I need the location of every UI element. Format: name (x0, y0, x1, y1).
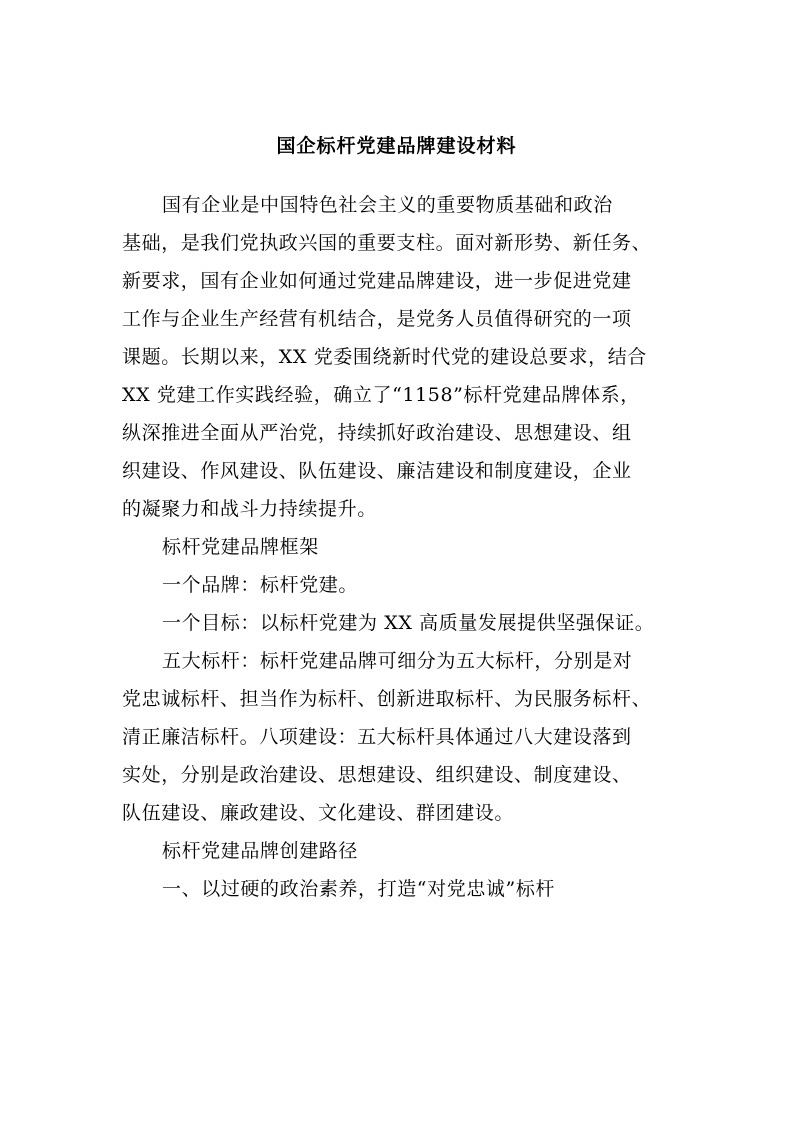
paragraph-line: 标杆党建品牌框架 (162, 536, 319, 558)
paragraph-line: 新要求，国有企业如何通过党建品牌建设，进一步促进党建 (122, 270, 632, 292)
paragraph-line: 工作与企业生产经营有机结合，是党务人员值得研究的一项 (122, 308, 632, 330)
document-body (122, 186, 682, 908)
paragraph-line: 五大标杆：标杆党建品牌可细分为五大标杆，分别是对 (162, 650, 633, 672)
paragraph-line: 一、以过硬的政治素养，打造“对党忠诚”标杆 (162, 878, 556, 900)
paragraph-line: 国有企业是中国特色社会主义的重要物质基础和政治 (162, 194, 613, 216)
paragraph-line: 标杆党建品牌创建路径 (162, 840, 359, 862)
paragraph-line: XX 党建工作实践经验，确立了“1158”标杆党建品牌体系， (122, 384, 640, 406)
paragraph-line: 织建设、作风建设、队伍建设、廉洁建设和制度建设，企业 (122, 460, 632, 482)
paragraph-line: 实处，分别是政治建设、思想建设、组织建设、制度建设、 (122, 764, 632, 786)
paragraph-line: 党忠诚标杆、担当作为标杆、创新进取标杆、为民服务标杆、 (122, 688, 652, 710)
paragraph-line: 一个品牌：标杆党建。 (162, 574, 359, 596)
paragraph-line: 课题。长期以来，XX 党委围绕新时代党的建设总要求，结合 (122, 346, 647, 368)
paragraph-line: 基础，是我们党执政兴国的重要支柱。面对新形势、新任务、 (122, 232, 652, 254)
document-title: 国企标杆党建品牌建设材料 (276, 135, 517, 157)
paragraph-line: 一个目标：以标杆党建为 XX 高质量发展提供坚强保证。 (162, 612, 655, 634)
paragraph-line: 队伍建设、廉政建设、文化建设、群团建设。 (122, 802, 515, 824)
paragraph-line: 的凝聚力和战斗力持续提升。 (122, 498, 377, 520)
paragraph-line: 清正廉洁标杆。八项建设：五大标杆具体通过八大建设落到 (122, 726, 632, 748)
paragraph-line: 纵深推进全面从严治党，持续抓好政治建设、思想建设、组 (122, 422, 632, 444)
